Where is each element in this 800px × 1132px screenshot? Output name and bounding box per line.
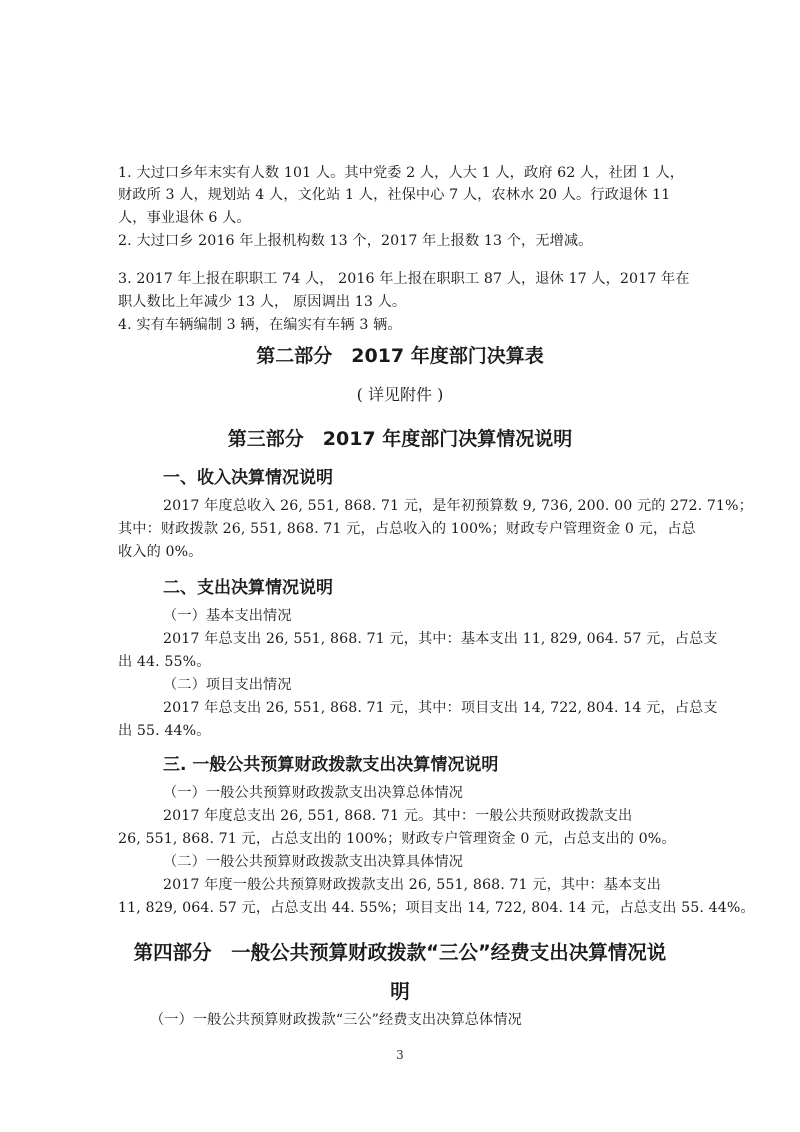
- part3-title: 第三部分 2017 年度部门决算情况说明: [227, 428, 573, 450]
- sec3-heading: 三. 一般公共预算财政拨款支出决算情况说明: [163, 755, 499, 775]
- item4: 4. 实有车辆编制 3 辆，在编实有车辆 3 辆。: [118, 317, 402, 333]
- sec1-heading: 一、收入决算情况说明: [163, 468, 333, 488]
- sec1-line3: 收入的 0%。: [118, 544, 203, 560]
- sec1-line1: 2017 年度总收入 26, 551, 868. 71 元，是年初预算数 9, 736, 200. 00 元的 272. 71%；: [163, 498, 753, 514]
- part2-title: 第二部分 2017 年度部门决算表: [256, 345, 544, 367]
- sec2-sub1-line2: 出 44. 55%。: [118, 654, 211, 670]
- sec3-sub2-line1: 2017 年度一般公共预算财政拨款支出 26, 551, 868. 71 元，其中：基本支出: [163, 877, 661, 893]
- sec3-sub1-title: （一）一般公共预算财政拨款支出决算总体情况: [163, 785, 464, 801]
- part4-title-line2: 明: [390, 980, 410, 1003]
- sec3-sub1-line1: 2017 年度总支出 26, 551, 868. 71 元。其中：一般公共预财政拨款支出: [163, 808, 633, 824]
- part4-title-line1: 第四部分 一般公共预算财政拨款“三公”经费支出决算情况说: [133, 941, 667, 964]
- item2: 2. 大过口乡 2016 年上报机构数 13 个，2017 年上报数 13 个，无增减。: [118, 233, 593, 249]
- item3-line2: 职人数比上年减少 13 人， 原因调出 13 人。: [118, 294, 407, 310]
- sec3-sub2-title: （二）一般公共预算财政拨款支出决算具体情况: [163, 854, 464, 870]
- item1-line2: 财政所 3 人，规划站 4 人，文化站 1 人，社保中心 7 人，农林水 20 人。行政退休 11: [118, 187, 671, 203]
- part2-subtitle: ( 详见附件 ): [356, 385, 444, 404]
- item1-line1: 1. 大过口乡年末实有人数 101 人。其中党委 2 人，人大 1 人，政府 62 人，社团 1 人，: [118, 165, 685, 181]
- sec3-sub1-line2: 26, 551, 868. 71 元，占总支出的 100%；财政专户管理资金 0 元，占总支出的 0%。: [118, 831, 676, 847]
- sec2-sub2-title: （二）项目支出情况: [163, 677, 292, 693]
- sec1-line2: 其中：财政拨款 26, 551, 868. 71 元，占总收入的 100%；财政专户管理资金 0 元，占总: [118, 521, 696, 537]
- part4-sub1-title: （一）一般公共预算财政拨款“三公”经费支出决算总体情况: [150, 1012, 522, 1028]
- sec2-sub1-line1: 2017 年总支出 26, 551, 868. 71 元，其中：基本支出 11, 829, 064. 57 元，占总支: [163, 631, 718, 647]
- sec2-sub1-title: （一）基本支出情况: [163, 608, 292, 624]
- item1-line3: 人，事业退休 6 人。: [118, 210, 251, 226]
- sec3-sub2-line2: 11, 829, 064. 57 元，占总支出 44. 55%；项目支出 14, 722, 804. 14 元，占总支出 55. 44%。: [118, 900, 755, 916]
- sec2-heading: 二、支出决算情况说明: [163, 578, 333, 598]
- item3-line1: 3. 2017 年上报在职职工 74 人， 2016 年上报在职职工 87 人，退休 17 人，2017 年在: [118, 271, 690, 287]
- sec2-sub2-line1: 2017 年总支出 26, 551, 868. 71 元，其中：项目支出 14, 722, 804. 14 元，占总支: [163, 700, 718, 716]
- page-number: 3: [396, 1048, 404, 1062]
- sec2-sub2-line2: 出 55. 44%。: [118, 723, 211, 739]
